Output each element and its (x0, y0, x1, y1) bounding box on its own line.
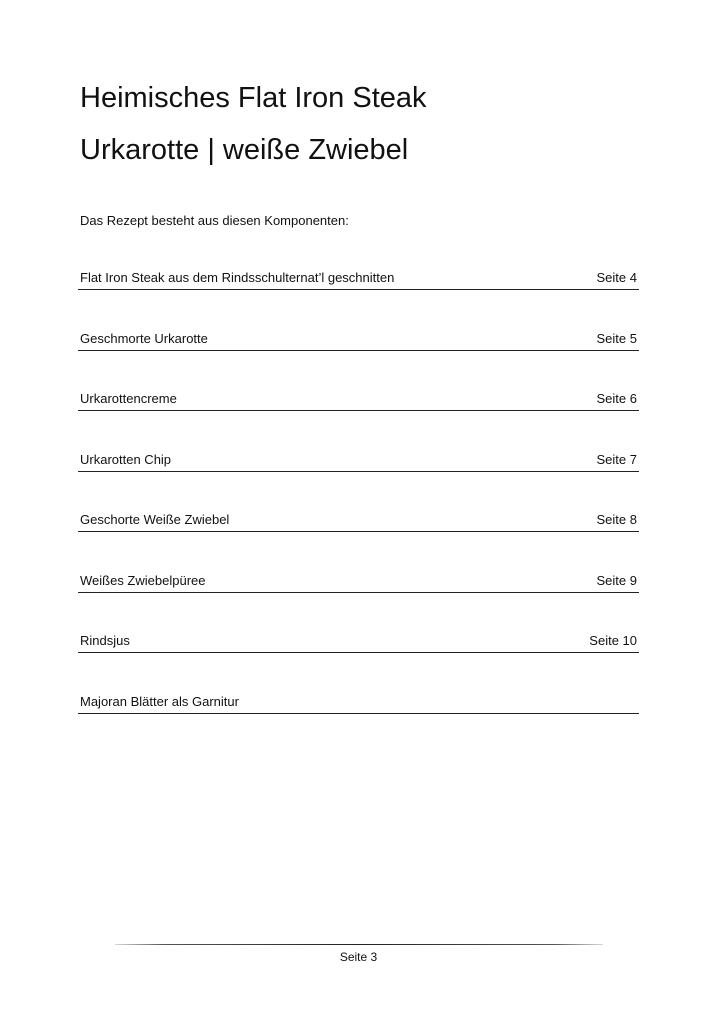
component-row (78, 321, 639, 351)
component-row (78, 442, 639, 472)
component-row (78, 623, 639, 653)
component-page: Seite 7 (596, 451, 637, 467)
component-page: Seite 9 (596, 572, 637, 588)
component-label: Geschorte Weiße Zwiebel (80, 512, 230, 527)
document-title-line-2: Urkarotte | weiße Zwiebel (80, 134, 409, 166)
component-label: Flat Iron Steak aus dem Rindsschulternat’l geschnitten (80, 270, 395, 285)
component-row (78, 502, 639, 532)
component-page: Seite 4 (596, 270, 637, 285)
component-row (78, 381, 639, 411)
component-label: Rindsjus (80, 633, 130, 648)
footer-divider (115, 944, 603, 945)
component-label: Geschmorte Urkarotte (80, 330, 208, 346)
component-label: Urkarotten Chip (80, 451, 172, 467)
component-page: Seite 8 (596, 512, 637, 527)
component-label: Urkarottencreme (80, 391, 177, 406)
component-page: Seite 6 (596, 391, 637, 406)
document-title-line-1: Heimisches Flat Iron Steak (80, 82, 427, 114)
component-label: Weißes Zwiebelpüree (80, 572, 206, 588)
component-label: Majoran Blätter als Garnitur (80, 693, 239, 709)
intro-text: Das Rezept besteht aus diesen Komponenten: (80, 213, 349, 228)
component-row (78, 260, 639, 290)
footer-page-number: Seite 3 (339, 950, 378, 964)
component-page: Seite 5 (596, 330, 637, 346)
component-row (78, 684, 639, 714)
components-list (78, 260, 639, 744)
component-row (78, 563, 639, 593)
component-page: Seite 10 (589, 633, 637, 648)
